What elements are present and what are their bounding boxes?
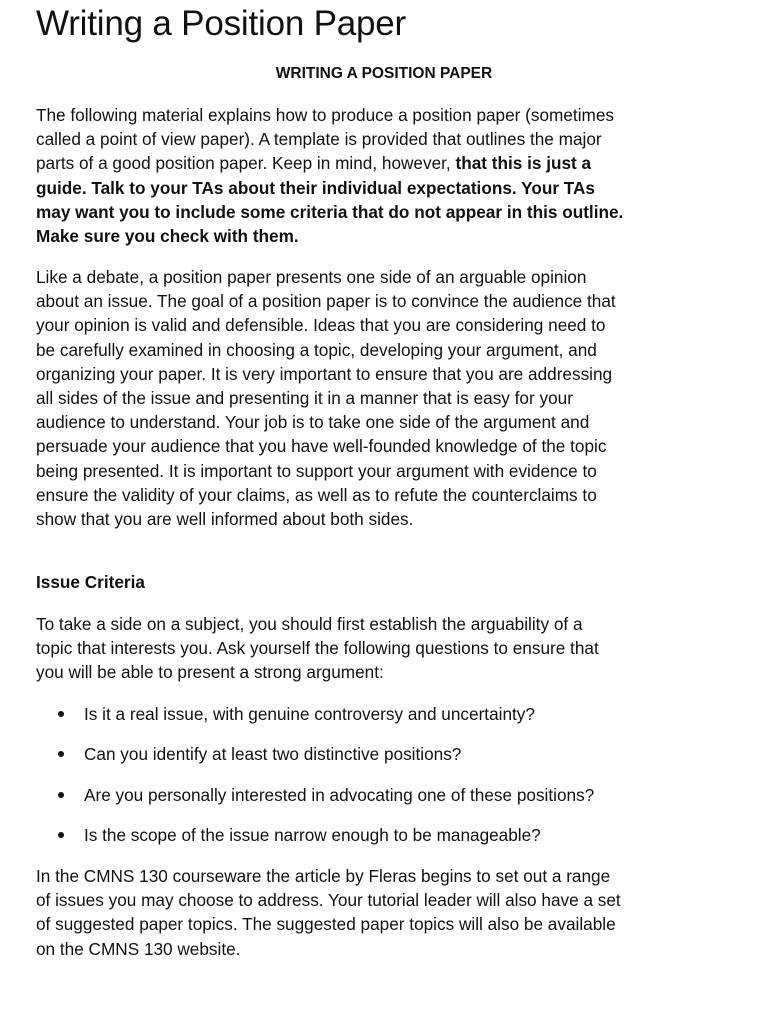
- issue-intro-line: topic that interests you. Ask yourself the following questions to ensure that: [36, 638, 599, 659]
- bullet-text: Is it a real issue, with genuine controversy and uncertainty?: [84, 704, 535, 724]
- debate-line: persuade your audience that you have well-founded knowledge of the topic: [36, 436, 607, 457]
- debate-line: all sides of the issue and presenting it in a manner that is easy for your: [36, 388, 573, 409]
- cmns-paragraph: [36, 864, 736, 961]
- document-subtitle: WRITING A POSITION PAPER: [275, 65, 493, 82]
- document-title: Writing a Position Paper: [36, 4, 407, 43]
- intro-emphasis-text: that this is just a: [455, 153, 592, 174]
- issue-intro-line: To take a side on a subject, you should first establish the arguability of a: [36, 614, 583, 634]
- debate-line: ensure the validity of your claims, as well as to refute the counterclaims to: [36, 484, 597, 505]
- issue-intro-line: you will be able to present a strong argument:: [36, 662, 384, 683]
- cmns-line: on the CMNS 130 website.: [36, 938, 241, 959]
- issue-criteria-heading: Issue Criteria: [36, 572, 145, 592]
- intro-emphasis-text: may want you to include some criteria that do not appear in this outline.: [36, 201, 624, 222]
- bullet-dot-icon: [58, 832, 64, 838]
- intro-text: called a point of view paper). A template is provided that outlines the major: [36, 129, 602, 150]
- cmns-line: of suggested paper topics. The suggested paper topics will also be available: [36, 914, 616, 935]
- intro-line: [36, 200, 736, 224]
- debate-line: Like a debate, a position paper presents one side of an arguable opinion: [36, 267, 587, 287]
- debate-line: being presented. It is important to support your argument with evidence to: [36, 460, 597, 481]
- debate-line: about an issue. The goal of a position paper is to convince the audience that: [36, 291, 616, 312]
- debate-line: your opinion is valid and defensible. Ideas that you are considering need to: [36, 315, 606, 336]
- bullet-dot-icon: [58, 711, 64, 717]
- bullet-text: Is the scope of the issue narrow enough to be manageable?: [84, 825, 541, 845]
- debate-paragraph: [36, 265, 736, 531]
- debate-line: be carefully examined in choosing a topic, developing your argument, and: [36, 339, 597, 360]
- intro-line: [36, 127, 736, 151]
- intro-text: parts of a good position paper. Keep in mind, however,: [36, 153, 456, 174]
- issue-criteria-intro-paragraph: [36, 612, 736, 685]
- intro-line: [36, 103, 736, 127]
- debate-line: show that you are well informed about both sides.: [36, 509, 414, 530]
- cmns-line: of issues you may choose to address. Your tutorial leader will also have a set: [36, 890, 621, 911]
- bullet-text: Are you personally interested in advocating one of these positions?: [84, 785, 595, 805]
- debate-line: audience to understand. Your job is to take one side of the argument and: [36, 412, 590, 433]
- cmns-line: In the CMNS 130 courseware the article by Fleras begins to set out a range: [36, 866, 611, 886]
- intro-emphasis-text: guide. Talk to your TAs about their individual expectations. Your TAs: [36, 177, 595, 198]
- intro-line: [36, 224, 736, 248]
- intro-paragraph: [36, 103, 736, 248]
- bullet-dot-icon: [58, 792, 64, 798]
- intro-line: [36, 176, 736, 200]
- intro-line: [36, 151, 736, 175]
- bullet-text: Can you identify at least two distinctive positions?: [84, 744, 462, 764]
- debate-line: organizing your paper. It is very important to ensure that you are addressing: [36, 363, 613, 384]
- intro-text: The following material explains how to produce a position paper (sometimes: [36, 105, 614, 125]
- bullet-dot-icon: [58, 751, 64, 757]
- intro-emphasis-text: Make sure you check with them.: [36, 226, 299, 247]
